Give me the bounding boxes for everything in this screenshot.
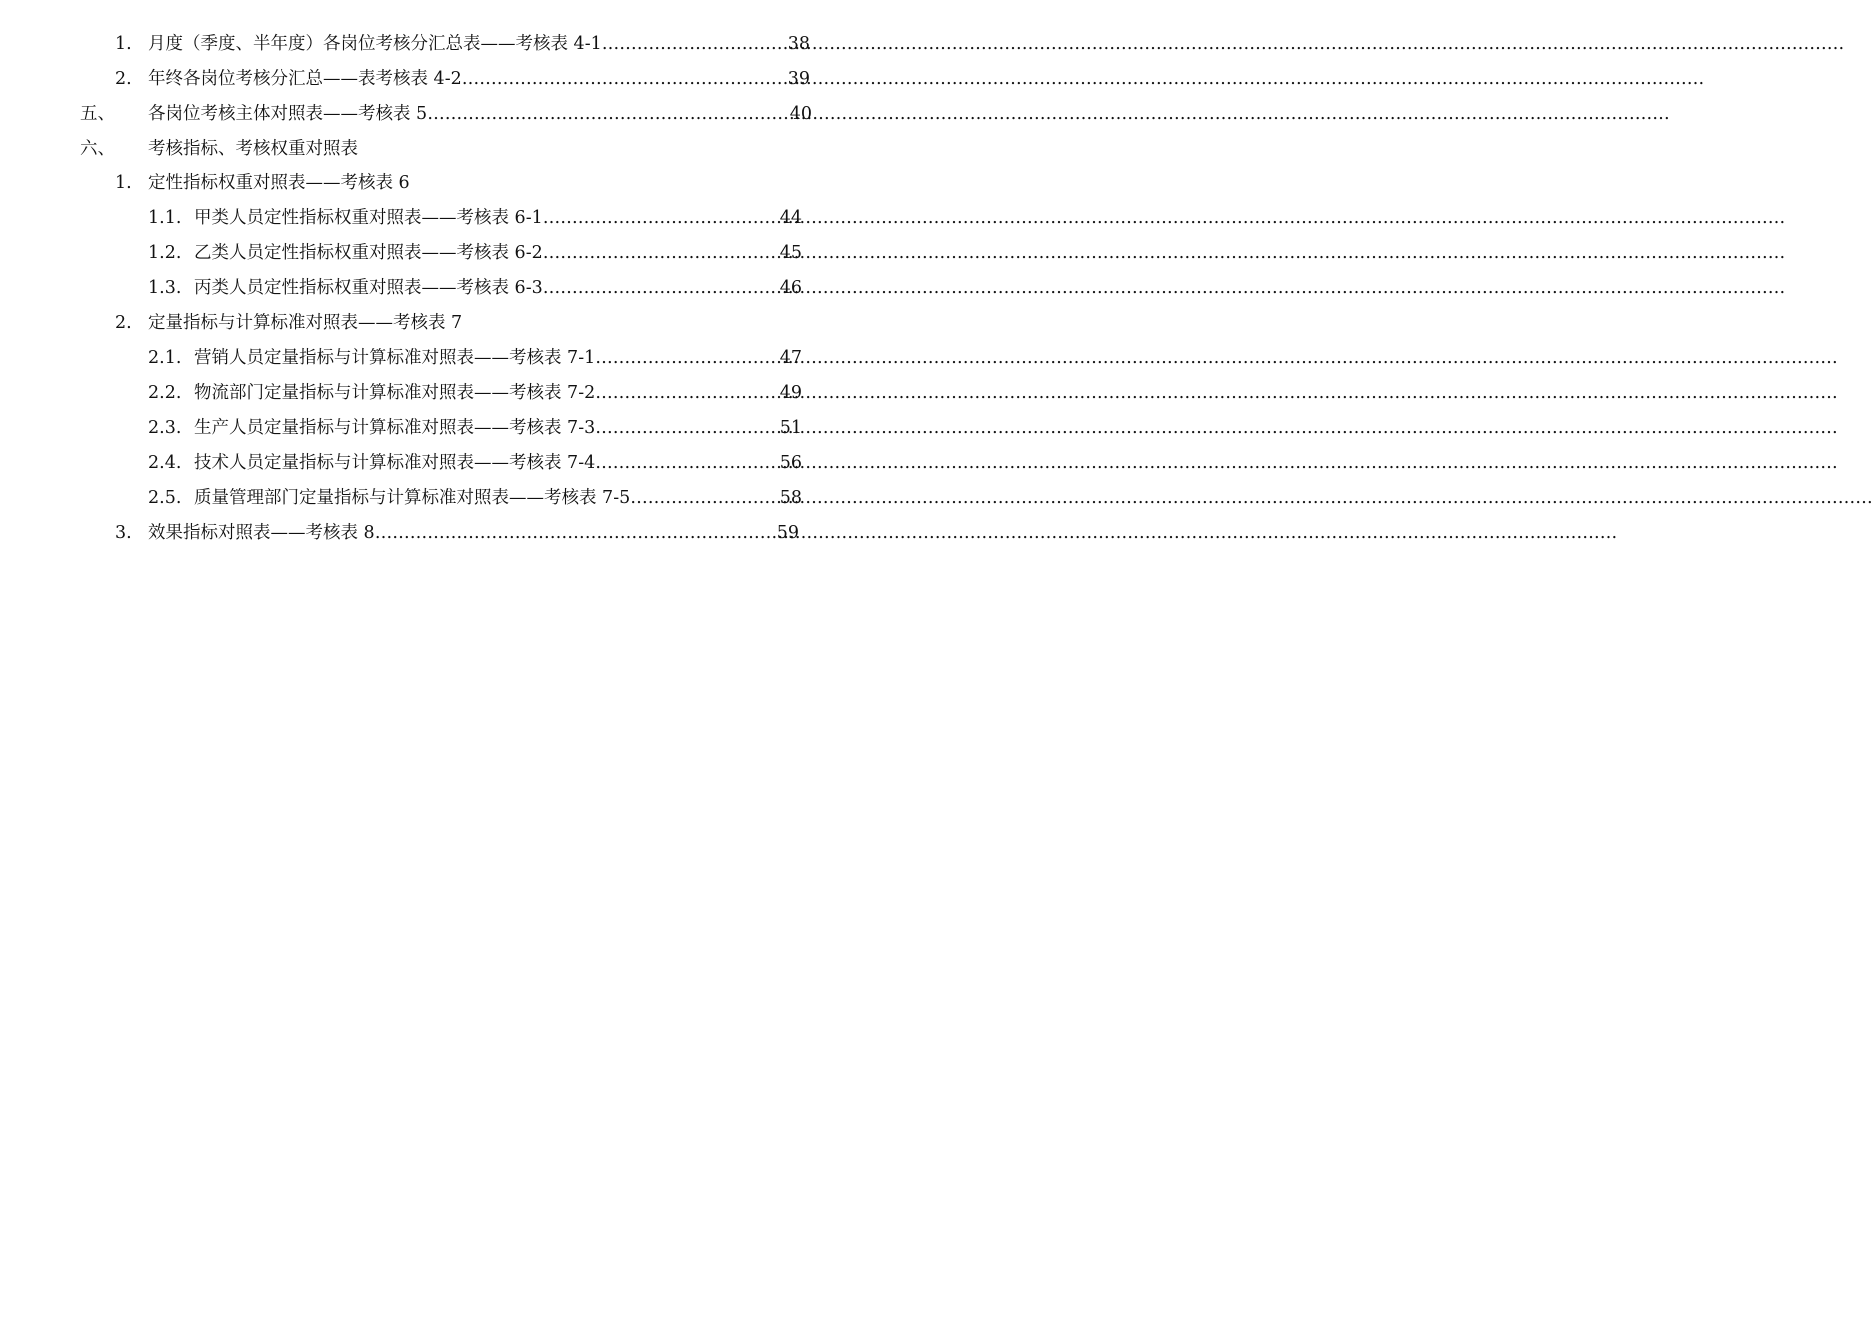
toc-entry-title: 丙类人员定性指标权重对照表——考核表 6-3	[194, 278, 543, 298]
toc-entry[interactable]	[115, 31, 810, 57]
toc-entry-number: 五、	[80, 104, 115, 124]
toc-entry[interactable]	[148, 415, 802, 441]
toc-dot-leader	[543, 275, 778, 301]
toc-entry-title: 定量指标与计算标准对照表——考核表 7	[148, 313, 463, 333]
toc-entry-number: 2.5.	[148, 488, 182, 508]
toc-dot-leader	[595, 450, 777, 476]
toc-entry-page: 56	[779, 453, 802, 473]
toc-entry-title: 甲类人员定性指标权重对照表——考核表 6-1	[194, 208, 543, 228]
toc-entry-number: 1.3.	[148, 278, 182, 298]
toc-entry-number: 1.	[115, 173, 132, 193]
toc-entry-page: 59	[776, 523, 799, 543]
toc-entry-title: 质量管理部门定量指标与计算标准对照表——考核表 7-5	[194, 488, 631, 508]
toc-entry[interactable]	[148, 450, 802, 476]
toc-entry-page: 49	[779, 383, 802, 403]
toc-entry[interactable]	[148, 240, 802, 266]
toc-dot-leader	[602, 31, 786, 57]
toc-entry-number: 1.1.	[148, 208, 182, 228]
toc-entry-title: 营销人员定量指标与计算标准对照表——考核表 7-1	[194, 348, 596, 368]
toc-dot-leader	[543, 205, 778, 231]
toc-dot-leader	[630, 485, 777, 511]
toc-dot-leader	[595, 345, 777, 371]
toc-entry[interactable]	[115, 310, 810, 336]
toc-entry[interactable]	[148, 485, 802, 511]
toc-entry[interactable]	[148, 275, 802, 301]
toc-entry-page: 58	[779, 488, 802, 508]
toc-entry-number: 2.4.	[148, 453, 182, 473]
toc-entry-title: 各岗位考核主体对照表——考核表 5	[148, 104, 428, 124]
toc-entry-title: 乙类人员定性指标权重对照表——考核表 6-2	[194, 243, 543, 263]
toc-entry-page: 46	[779, 278, 802, 298]
toc-entry-page: 40	[789, 104, 812, 124]
toc-entry-number: 2.2.	[148, 383, 182, 403]
toc-entry-number: 2.3.	[148, 418, 182, 438]
toc-entry-page: 44	[779, 208, 802, 228]
toc-entry-title: 效果指标对照表——考核表 8	[148, 523, 375, 543]
toc-entry-page: 39	[787, 69, 810, 89]
toc-entry-number: 2.	[115, 313, 132, 333]
toc-entry-page: 47	[779, 348, 802, 368]
toc-dot-leader	[543, 240, 778, 266]
toc-entry-title: 技术人员定量指标与计算标准对照表——考核表 7-4	[194, 453, 596, 473]
toc-entry-number: 六、	[80, 139, 115, 159]
toc-entry-page: 38	[787, 34, 810, 54]
toc-entry-title: 考核指标、考核权重对照表	[148, 139, 358, 159]
toc-entry[interactable]	[115, 66, 810, 92]
toc-entry[interactable]	[80, 136, 812, 162]
toc-dot-leader	[375, 520, 775, 546]
toc-entry-title: 月度（季度、半年度）各岗位考核分汇总表——考核表 4-1	[148, 34, 602, 54]
toc-entry-number: 1.2.	[148, 243, 182, 263]
toc-entry-title: 物流部门定量指标与计算标准对照表——考核表 7-2	[194, 383, 596, 403]
toc-dot-leader	[595, 380, 777, 406]
toc-dot-leader	[595, 415, 777, 441]
toc-entry-title: 生产人员定量指标与计算标准对照表——考核表 7-3	[194, 418, 596, 438]
toc-entry[interactable]	[115, 170, 810, 196]
toc-entry[interactable]	[115, 520, 799, 546]
toc-dot-leader	[427, 101, 788, 127]
toc-entry-page: 45	[779, 243, 802, 263]
toc-entry[interactable]	[148, 380, 802, 406]
toc-entry-number: 2.	[115, 69, 132, 89]
toc-entry-number: 3.	[115, 523, 132, 543]
toc-entry-title: 年终各岗位考核分汇总——表考核表 4-2	[148, 69, 462, 89]
toc-entry-title: 定性指标权重对照表——考核表 6	[148, 173, 410, 193]
toc-entry-page: 51	[779, 418, 802, 438]
toc-entry[interactable]	[80, 101, 812, 127]
toc-dot-leader	[462, 66, 786, 92]
toc-entry-number: 2.1.	[148, 348, 182, 368]
toc-entry[interactable]	[148, 345, 802, 371]
toc-entry-number: 1.	[115, 34, 132, 54]
toc-entry[interactable]	[148, 205, 802, 231]
